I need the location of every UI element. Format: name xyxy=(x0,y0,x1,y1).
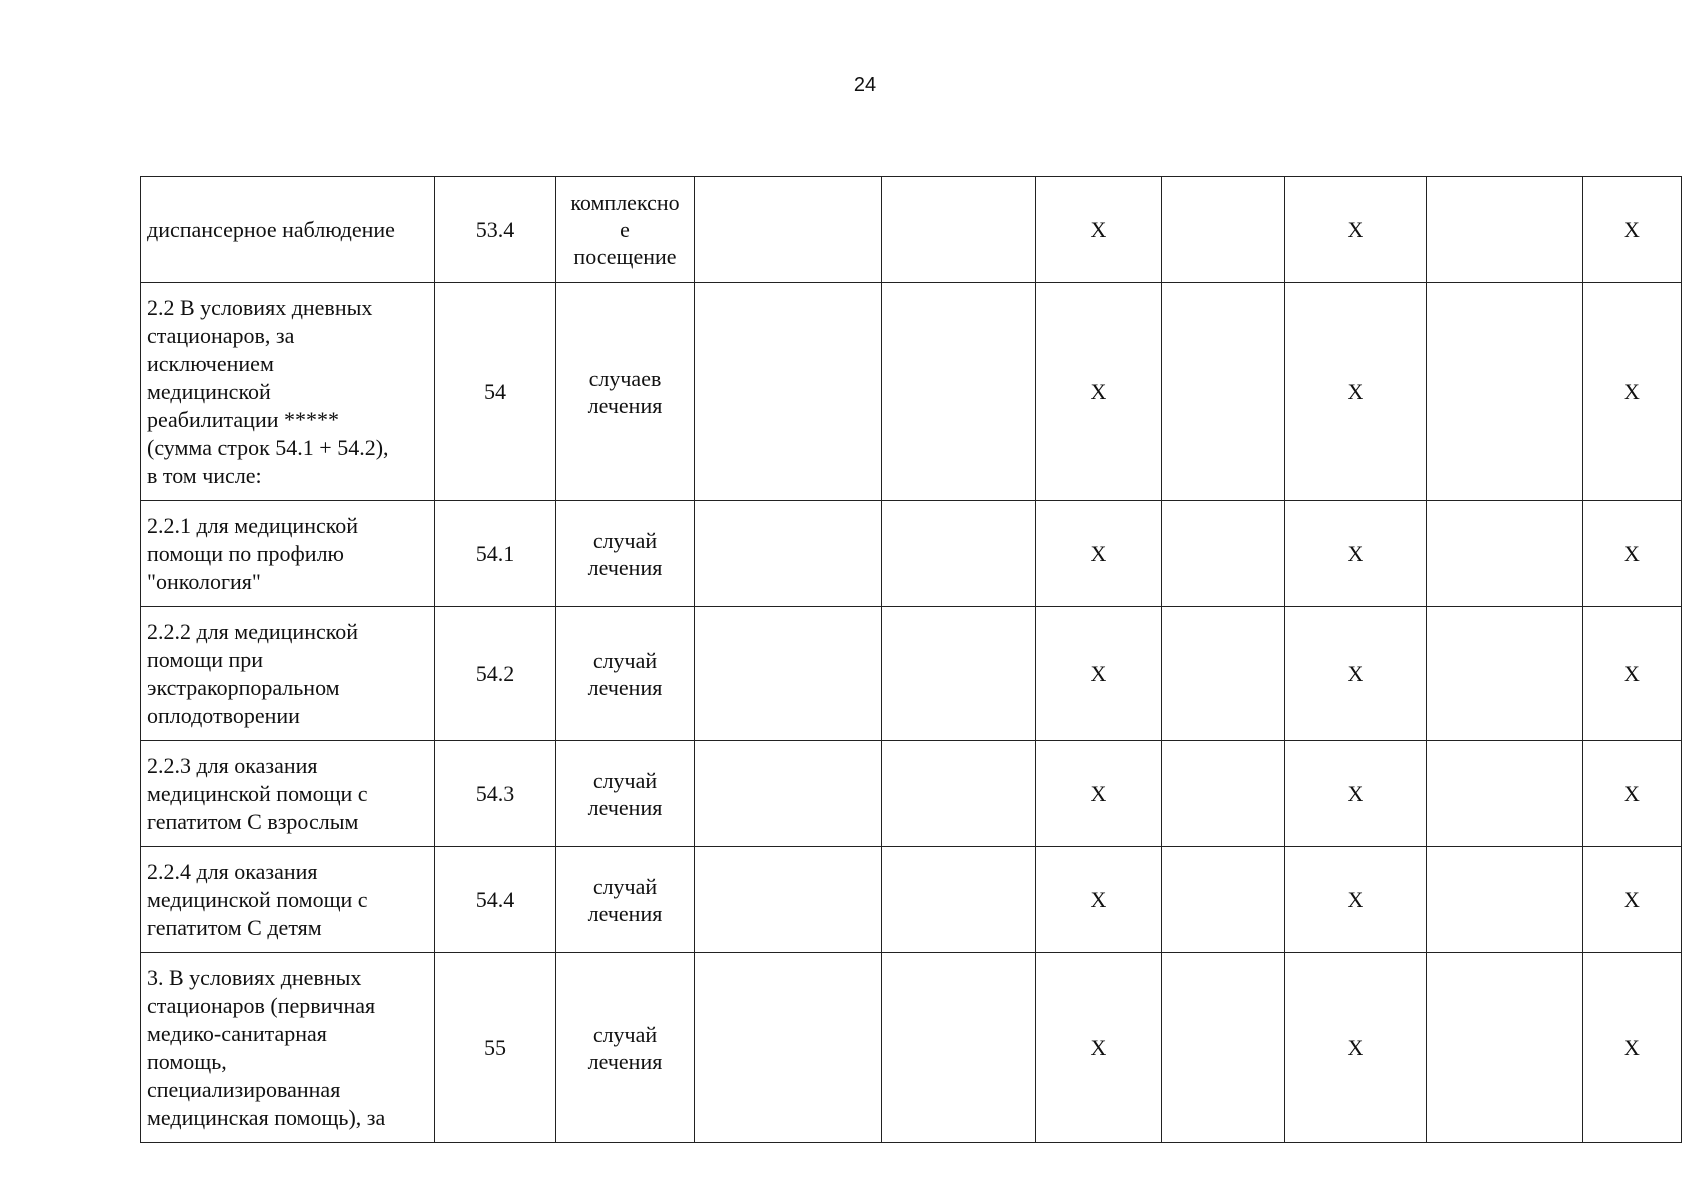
empty-cell xyxy=(1427,283,1583,501)
unit-of-measure: случай лечения xyxy=(556,607,695,741)
empty-cell xyxy=(1427,177,1583,283)
empty-cell xyxy=(695,847,882,953)
x-mark-cell: X xyxy=(1036,953,1162,1143)
empty-cell xyxy=(695,501,882,607)
row-description: 2.2.4 для оказания медицинской помощи с гепатитом С детям xyxy=(141,847,435,953)
x-mark-cell: X xyxy=(1583,283,1682,501)
row-number: 53.4 xyxy=(435,177,556,283)
table-row xyxy=(141,283,1682,501)
row-number: 54.2 xyxy=(435,607,556,741)
empty-cell xyxy=(1427,607,1583,741)
row-number: 54.3 xyxy=(435,741,556,847)
table-row xyxy=(141,741,1682,847)
empty-cell xyxy=(1162,177,1285,283)
empty-cell xyxy=(695,283,882,501)
table-row xyxy=(141,501,1682,607)
table-row xyxy=(141,953,1682,1143)
unit-of-measure: комплексно е посещение xyxy=(556,177,695,283)
empty-cell xyxy=(1162,283,1285,501)
x-mark-cell: X xyxy=(1285,501,1427,607)
x-mark-cell: X xyxy=(1036,283,1162,501)
x-mark-cell: X xyxy=(1036,741,1162,847)
x-mark-cell: X xyxy=(1583,741,1682,847)
empty-cell xyxy=(882,501,1036,607)
unit-of-measure: случай лечения xyxy=(556,953,695,1143)
x-mark-cell: X xyxy=(1285,607,1427,741)
empty-cell xyxy=(882,953,1036,1143)
empty-cell xyxy=(882,847,1036,953)
empty-cell xyxy=(882,283,1036,501)
x-mark-cell: X xyxy=(1285,283,1427,501)
empty-cell xyxy=(882,607,1036,741)
empty-cell xyxy=(882,741,1036,847)
x-mark-cell: X xyxy=(1583,177,1682,283)
empty-cell xyxy=(695,177,882,283)
row-number: 54.1 xyxy=(435,501,556,607)
x-mark-cell: X xyxy=(1285,847,1427,953)
table-row xyxy=(141,847,1682,953)
page-number: 24 xyxy=(853,74,877,96)
empty-cell xyxy=(1162,741,1285,847)
unit-of-measure: случай лечения xyxy=(556,847,695,953)
row-description: 2.2.3 для оказания медицинской помощи с гепатитом С взрослым xyxy=(141,741,435,847)
data-table xyxy=(140,176,1682,1143)
empty-cell xyxy=(1427,953,1583,1143)
empty-cell xyxy=(1427,847,1583,953)
empty-cell xyxy=(882,177,1036,283)
empty-cell xyxy=(1427,501,1583,607)
row-number: 54.4 xyxy=(435,847,556,953)
x-mark-cell: X xyxy=(1036,607,1162,741)
row-number: 55 xyxy=(435,953,556,1143)
row-description: 2.2.1 для медицинской помощи по профилю "онкология" xyxy=(141,501,435,607)
x-mark-cell: X xyxy=(1285,741,1427,847)
empty-cell xyxy=(1162,501,1285,607)
unit-of-measure: случаев лечения xyxy=(556,283,695,501)
x-mark-cell: X xyxy=(1583,847,1682,953)
x-mark-cell: X xyxy=(1285,177,1427,283)
x-mark-cell: X xyxy=(1036,847,1162,953)
x-mark-cell: X xyxy=(1583,953,1682,1143)
unit-of-measure: случай лечения xyxy=(556,501,695,607)
empty-cell xyxy=(695,607,882,741)
row-description: 2.2.2 для медицинской помощи при экстракорпоральном оплодотворении xyxy=(141,607,435,741)
empty-cell xyxy=(1162,607,1285,741)
x-mark-cell: X xyxy=(1036,177,1162,283)
row-description: 2.2 В условиях дневных стационаров, за исключением медицинской реабилитации ***** (сумма строк 54.1 + 54.2), в том числе: xyxy=(141,283,435,501)
empty-cell xyxy=(1427,741,1583,847)
empty-cell xyxy=(695,953,882,1143)
x-mark-cell: X xyxy=(1583,501,1682,607)
row-description: диспансерное наблюдение xyxy=(141,177,435,283)
row-number: 54 xyxy=(435,283,556,501)
x-mark-cell: X xyxy=(1285,953,1427,1143)
table-row xyxy=(141,607,1682,741)
table-row xyxy=(141,177,1682,283)
unit-of-measure: случай лечения xyxy=(556,741,695,847)
x-mark-cell: X xyxy=(1583,607,1682,741)
empty-cell xyxy=(695,741,882,847)
empty-cell xyxy=(1162,847,1285,953)
row-description: 3. В условиях дневных стационаров (первичная медико-санитарная помощь, специализированная медицинская помощь), за xyxy=(141,953,435,1143)
x-mark-cell: X xyxy=(1036,501,1162,607)
empty-cell xyxy=(1162,953,1285,1143)
